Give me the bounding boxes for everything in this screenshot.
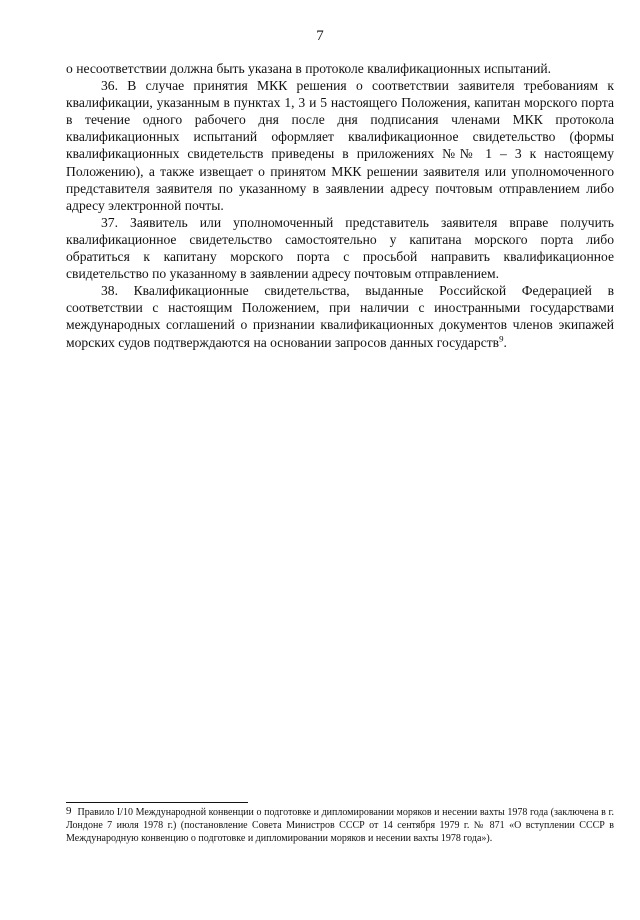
paragraph-38-text: 38. Квалификационные свидетельства, выданные Российской Федерацией в соответствии с настоящим Положением, при наличии с иностранными государствами международных соглашений о признании квалификационных документов членов экипажей морских судов подтверждаются на основании запросов данных государств	[66, 283, 614, 350]
footnote-divider	[66, 802, 248, 803]
paragraph-37: 37. Заявитель или уполномоченный представитель заявителя вправе получить квалификационное свидетельство самостоятельно у капитана морского порта либо обратиться к капитану морского порта с просьбой направить квалификационное свидетельство по указанному в заявлении адресу почтовым отправлением.	[66, 214, 614, 282]
paragraph-36: 36. В случае принятия МКК решения о соответствии заявителя требованиям к квалификации, указанным в пунктах 1, 3 и 5 настоящего Положения, капитан морского порта в течение одного рабочего дня после дня подписания членами МКК протокола квалификационных испытаний оформляет квалификационное свидетельство (формы квалификационных свидетельств приведены в приложениях №№ 1 – 3 к настоящему Положению), а также извещает о принятом МКК решении заявителя или уполномоченного представителя заявителя по указанному в заявлении адресу почтовым отправлением либо адресу электронной почты.	[66, 78, 614, 213]
footnote	[66, 806, 614, 845]
document-body	[66, 60, 614, 351]
footnote-mark: 9	[66, 805, 72, 817]
paragraph-38-tail: .	[503, 334, 507, 350]
footnote-reference[interactable]: 9	[499, 332, 504, 343]
footnote-text: Правило I/10 Международной конвенции о подготовке и дипломировании моряков и несении вахты 1978 года (заключена в г. Лондоне 7 июля 1978 г.) (постановление Совета Министров СССР от 14 сентября 1979 г. № 871 «О вступлении СССР в Международную конвенцию о подготовке и дипломировании моряков и несении вахты 1978 года»).	[66, 807, 614, 844]
page-number: 7	[316, 28, 324, 44]
paragraph-35-continuation: о несоответствии должна быть указана в протоколе квалификационных испытаний.	[66, 61, 552, 76]
paragraph-38	[66, 282, 614, 350]
